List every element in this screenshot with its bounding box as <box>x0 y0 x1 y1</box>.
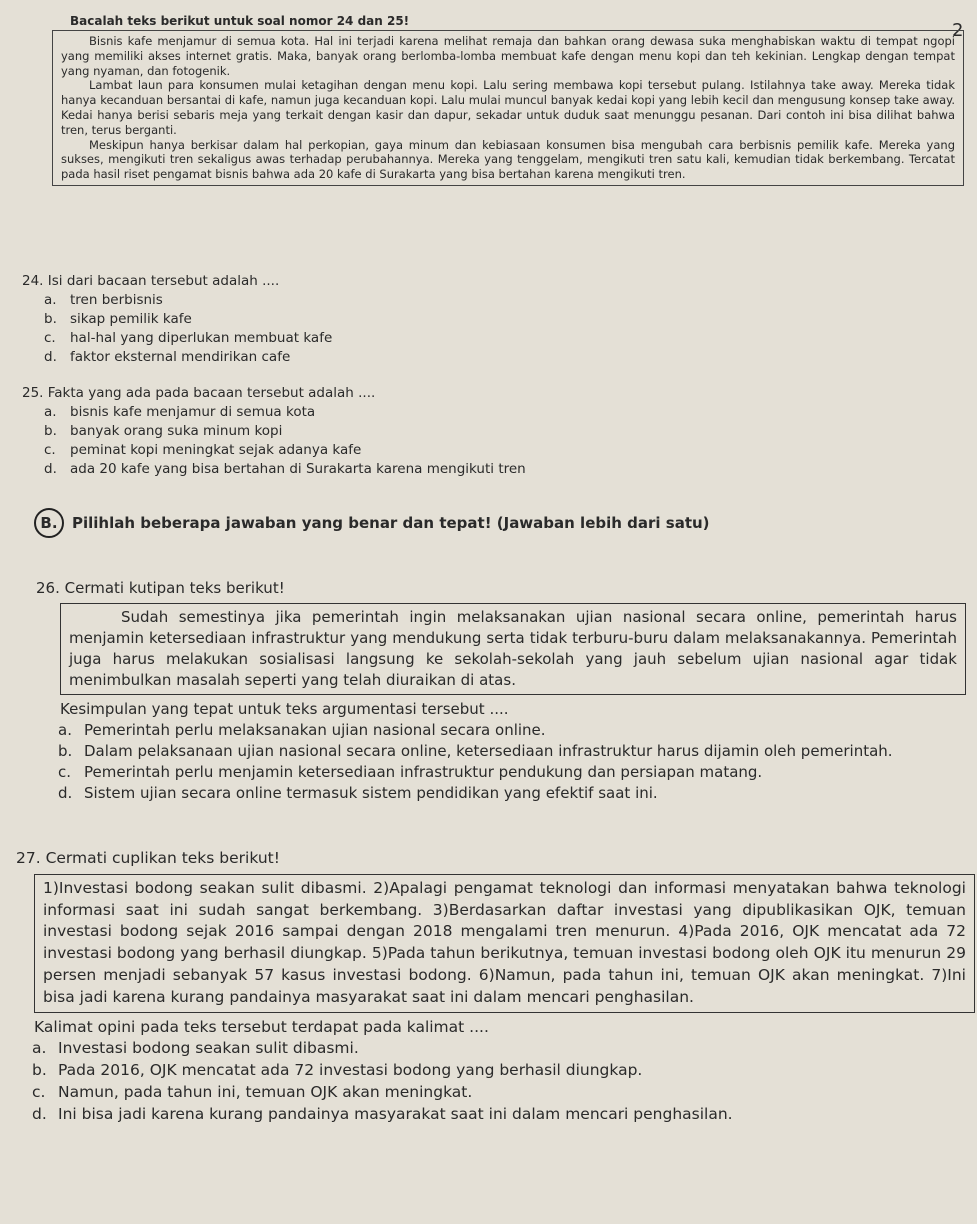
section-letter-badge: B. <box>34 508 64 538</box>
answer-option[interactable] <box>44 329 722 348</box>
option-letter: a. <box>32 1039 47 1058</box>
option-letter: a. <box>44 292 57 308</box>
option-text: Pemerintah perlu menjamin ketersediaan infrastruktur pendukung dan persiapan matang. <box>84 763 763 781</box>
passage-paragraph: Meskipun hanya berkisar dalam hal perkopian, gaya minum dan kebiasaan konsumen bisa mengubah cara berbisnis pemilik kafe. Mereka yang sukses, mengikuti tren sekaligus awas terhadap perubahannya. Mereka yang tenggelam, mengikuti tren satu kali, kemudian tidak berkembang. Tercatat pada hasil riset pengamat bisnis bahwa ada 20 kafe di Surakarta yang bisa bertahan karena mengikuti tren. <box>61 137 955 182</box>
passage-paragraph: Bisnis kafe menjamur di semua kota. Hal ini terjadi karena melihat remaja dan bahkan orang dewasa suka menghabiskan waktu di tempat ngopi yang memiliki akses internet gratis. Maka, banyak orang berlomba-lomba membuat kafe dengan menu kopi dan teh kekinian. Lengkap dengan tempat yang nyaman, dan fotogenik. <box>61 34 955 78</box>
answer-option[interactable] <box>44 422 782 441</box>
question-27 <box>10 848 975 1126</box>
option-text: hal-hal yang diperlukan membuat kafe <box>70 330 333 346</box>
answer-option[interactable] <box>44 291 722 310</box>
question-stem: 24. Isi dari bacaan tersebut adalah .... <box>22 273 280 289</box>
option-letter: c. <box>32 1082 46 1101</box>
question-26 <box>36 578 966 804</box>
option-text: sikap pemilik kafe <box>70 311 192 327</box>
option-letter: d. <box>58 784 73 802</box>
answer-option[interactable] <box>32 1104 975 1126</box>
option-letter: b. <box>58 742 73 760</box>
option-letter: a. <box>58 721 72 739</box>
answer-option[interactable] <box>32 1060 975 1082</box>
option-text: Investasi bodong seakan sulit dibasmi. <box>58 1039 359 1058</box>
question-prompt: Kesimpulan yang tepat untuk teks argumentasi tersebut .... <box>60 700 509 718</box>
quoted-text: 1)Investasi bodong seakan sulit dibasmi. 2)Apalagi pengamat teknologi dan informasi menyatakan bahwa teknologi informasi saat ini sudah sangat berkembang. 3)Berdasarkan daftar investasi yang dipublikasikan OJK, temuan investasi bodong sejak 2016 sampai dengan 2018 mengalami tren menurun. 4)Pada 2016, OJK mencatat ada 72 investasi bodong yang berhasil diungkap. 5)Pada tahun berikutnya, temuan investasi bodong oleh OJK itu menurun 29 persen menjadi sebanyak 57 kasus investasi bodong. 6)Namun, pada tahun ini, temuan OJK akan meningkat. 7)Ini bisa jadi karena kurang pandainya masyarakat saat ini dalam mencari penghasilan. <box>43 878 966 1006</box>
option-text: Pemerintah perlu melaksanakan ujian nasional secara online. <box>84 721 546 739</box>
option-text: Pada 2016, OJK mencatat ada 72 investasi bodong yang berhasil diungkap. <box>58 1061 643 1080</box>
option-letter: b. <box>44 423 57 439</box>
answer-option[interactable] <box>44 441 782 460</box>
option-letter: c. <box>44 442 56 458</box>
page-number: 2 <box>952 20 964 41</box>
answer-option[interactable] <box>44 460 782 479</box>
question-prompt: Kalimat opini pada teks tersebut terdapat pada kalimat .... <box>34 1017 489 1036</box>
question-stem: 27. Cermati cuplikan teks berikut! <box>16 849 280 867</box>
answer-option[interactable] <box>44 403 782 422</box>
option-text: tren berbisnis <box>70 292 163 308</box>
quoted-text-box <box>60 603 966 695</box>
passage-paragraph: Lambat laun para konsumen mulai ketagihan dengan menu kopi. Lalu sering membawa kopi tersebut pulang. Istilahnya take away. Mereka tidak hanya kecanduan bersantai di kafe, namun juga kecanduan kopi. Lalu mulai muncul banyak kedai kopi yang lebih kecil dan mengusung konsep take away. Kedai hanya berisi sebaris meja yang terkait dengan kasir dan dapur, sekadar untuk duduk saat menunggu pesanan. Dari contoh ini bisa dilihat bahwa tren, terus berganti. <box>61 78 955 137</box>
answer-option[interactable] <box>32 1082 975 1104</box>
answer-option[interactable] <box>58 720 966 741</box>
option-letter: d. <box>44 349 57 365</box>
option-text: bisnis kafe menjamur di semua kota <box>70 404 316 420</box>
quoted-text: Sudah semestinya jika pemerintah ingin melaksanakan ujian nasional secara online, pemerintah harus menjamin ketersediaan infrastruktur yang mendukung serta tidak terburu-buru dalam melaksanakannya. Pemerintah juga harus melakukan sosialisasi langsung ke sekolah-sekolah yang jauh sebelum ujian nasional agar tidak menimbulkan masalah seperti yang telah diuraikan di atas. <box>69 608 957 689</box>
answer-option[interactable] <box>44 310 722 329</box>
option-text: faktor eksternal mendirikan cafe <box>70 349 291 365</box>
option-letter: a. <box>44 404 57 420</box>
option-letter: b. <box>44 311 57 327</box>
reading-passage <box>52 30 964 186</box>
option-letter: d. <box>44 461 57 477</box>
option-text: peminat kopi meningkat sejak adanya kafe <box>70 442 362 458</box>
section-b-header <box>34 508 710 538</box>
passage-intro: Bacalah teks berikut untuk soal nomor 24 dan 25! <box>70 14 410 28</box>
section-instruction: Pilihlah beberapa jawaban yang benar dan tepat! (Jawaban lebih dari satu) <box>72 514 710 532</box>
option-text: Sistem ujian secara online termasuk sistem pendidikan yang efektif saat ini. <box>84 784 658 802</box>
answer-option[interactable] <box>44 348 722 367</box>
option-text: ada 20 kafe yang bisa bertahan di Surakarta karena mengikuti tren <box>70 461 526 477</box>
answer-option[interactable] <box>58 783 966 804</box>
option-letter: c. <box>58 763 72 781</box>
quoted-text-box <box>34 874 975 1013</box>
question-stem: 26. Cermati kutipan teks berikut! <box>36 579 285 597</box>
option-letter: d. <box>32 1104 47 1123</box>
answer-option[interactable] <box>58 741 966 762</box>
option-text: Dalam pelaksanaan ujian nasional secara online, ketersediaan infrastruktur harus dijamin oleh pemerintah. <box>84 742 893 760</box>
option-letter: b. <box>32 1061 47 1080</box>
answer-option[interactable] <box>32 1038 975 1060</box>
option-text: Namun, pada tahun ini, temuan OJK akan meningkat. <box>58 1082 473 1101</box>
answer-option[interactable] <box>58 762 966 783</box>
question-stem: 25. Fakta yang ada pada bacaan tersebut adalah .... <box>22 385 376 401</box>
option-text: banyak orang suka minum kopi <box>70 423 283 439</box>
option-text: Ini bisa jadi karena kurang pandainya masyarakat saat ini dalam mencari penghasilan. <box>58 1104 733 1123</box>
option-letter: c. <box>44 330 56 346</box>
question-24 <box>22 272 722 367</box>
question-25 <box>22 384 782 479</box>
